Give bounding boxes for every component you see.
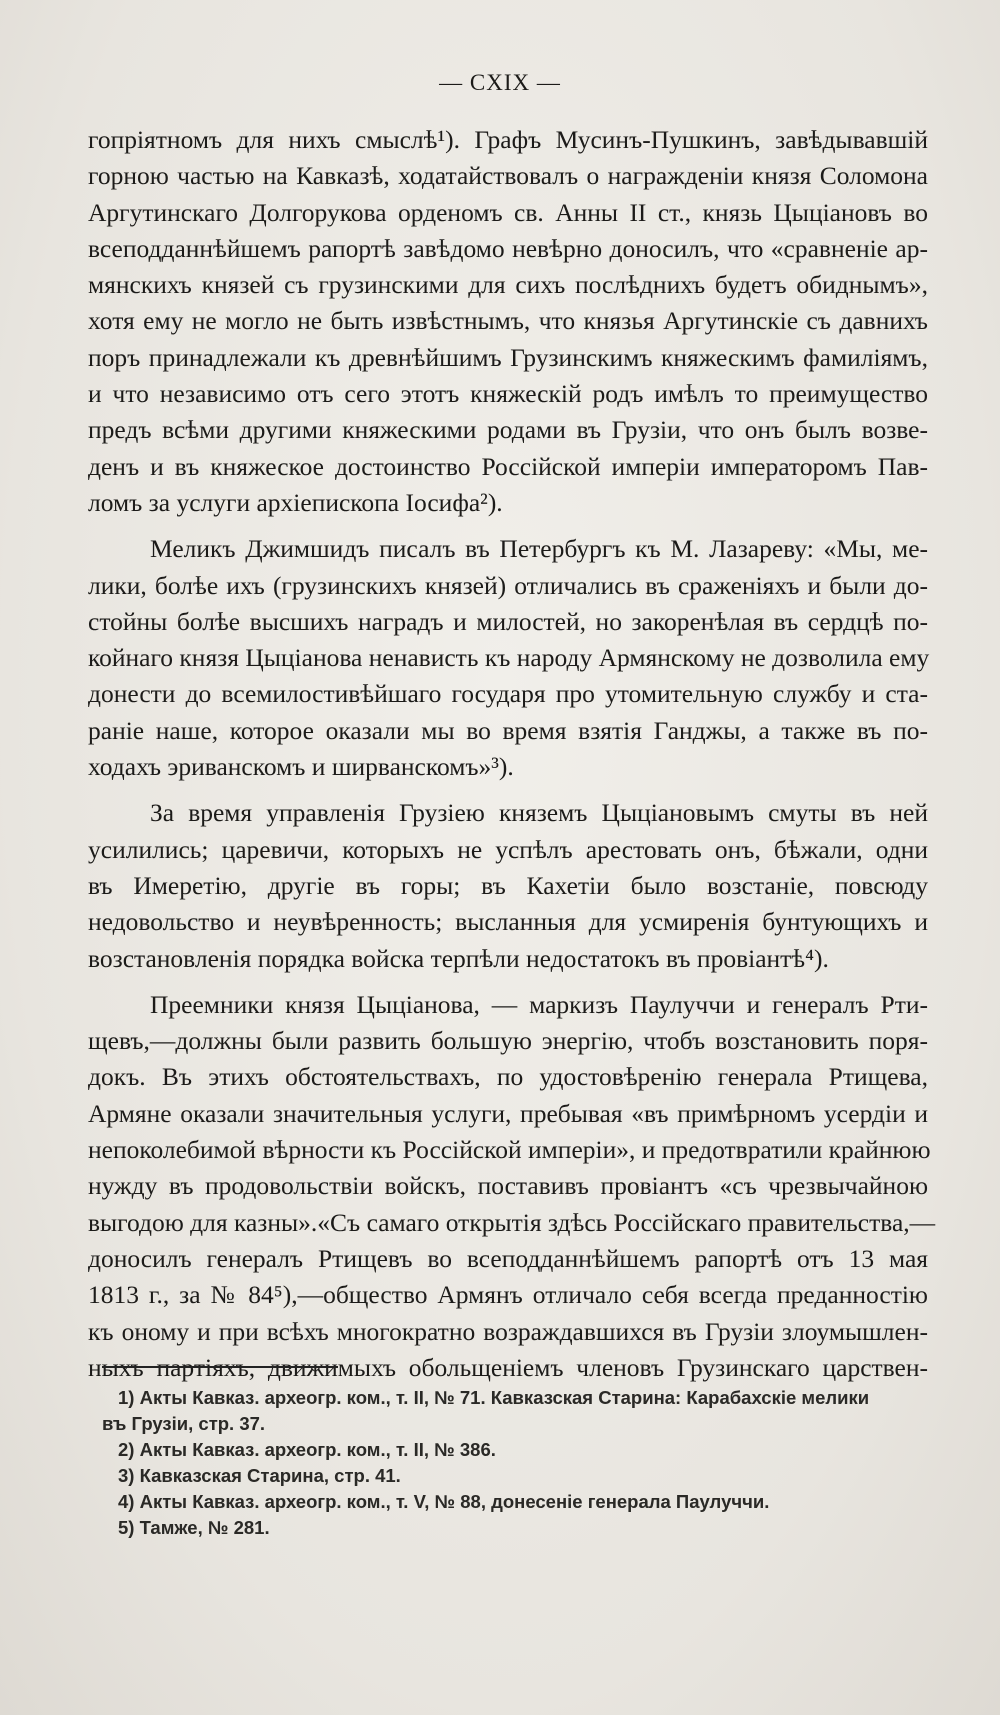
paragraph-gap [88,785,928,795]
footnote-line: 1) Акты Кавказ. археогр. ком., т. II, № 71. Кавказская Старина: Карабахскіе мелики [118,1387,870,1408]
footnotes [102,1385,932,1541]
text-line: предъ всѣми другими княжескими родами въ Грузіи, что онъ былъ возве- [88,415,928,445]
page-number: — CXIX — [439,70,561,95]
footnote-line: 3) Кавказская Старина, стр. 41. [118,1465,401,1486]
footnote-line: 5) Тамже, № 281. [118,1517,270,1538]
text-line: раніе наше, которое оказали мы во время взятія Ганджы, а также въ по- [88,715,928,745]
text-line: и что независимо отъ сего этотъ княжескій родъ имѣлъ то преимущество [88,379,928,409]
text-line: всеподданнѣйшемъ рапортѣ завѣдомо невѣрно доносилъ, что «сравненіе ар- [88,233,928,263]
text-line: ныхъ партіяхъ, движимыхъ обольщеніемъ членовъ Грузинскаго царствен- [88,1352,928,1382]
text-line: ходахъ эриванскомъ и ширванскомъ»³). [88,752,514,782]
text-line: возстановленія порядка войска терпѣли недостатокъ въ провіантѣ⁴). [88,943,829,973]
text-line: За время управленія Грузіею княземъ Цыціановымъ смуты въ ней [150,798,928,828]
text-line: мянскихъ князей съ грузинскими для сихъ послѣднихъ будетъ обиднымъ», [88,270,928,300]
text-line: горною частью на Кавказѣ, ходатайствовалъ о награжденіи князя Соломона [88,161,928,191]
text-line: усилились; царевичи, которыхъ не успѣлъ арестовать онъ, бѣжали, одни [88,834,928,864]
footnote-divider [102,1366,338,1368]
text-line: Аргутинскаго Долгорукова орденомъ св. Анны II ст., князь Цыціановъ во [88,197,928,227]
text-line: донести до всемилостивѣйшаго государя про утомительную службу и ста- [88,679,928,709]
footnote-line: 4) Акты Кавказ. археогр. ком., т. V, № 88, донесеніе генерала Паулуччи. [118,1491,770,1512]
footnote-line: въ Грузіи, стр. 37. [102,1413,266,1434]
text-line: щевъ,—должны были развить большую энергію, чтобъ возстановить поря- [88,1026,928,1056]
text-line: выгодою для казны».«Съ самаго открытія здѣсь Россійскаго правительства,— [88,1207,936,1237]
paragraph-gap [88,521,928,531]
text-line: ломъ за услуги архіепископа Іосифа²). [88,487,503,517]
text-line: лики, болѣе ихъ (грузинскихъ князей) отличались въ сраженіяхъ и были до- [88,570,928,600]
text-line: докъ. Въ этихъ обстоятельствахъ, по удостовѣренію генерала Ртищева, [88,1062,928,1092]
text-line: 1813 г., за № 84⁵),—общество Армянъ отличало себя всегда преданностію [88,1280,928,1310]
text-line: къ оному и при всѣхъ многократно возраждавшихся въ Грузіи злоумышлен- [88,1316,928,1346]
text-line: гопріятномъ для нихъ смыслѣ¹). Графъ Мусинъ-Пушкинъ, завѣдывавшій [88,125,928,154]
text-line: Меликъ Джимшидъ писалъ въ Петербургъ къ М. Лазареву: «Мы, ме- [150,534,928,564]
text-line: непоколебимой вѣрности къ Россійской имперіи», и предотвратили крайнюю [88,1135,931,1165]
footnote-line: 2) Акты Кавказ. археогр. ком., т. II, № 386. [118,1439,496,1460]
text-line: недовольство и неувѣренность; высланныя для усмиренія бунтующихъ и [88,907,928,937]
paragraph-gap [88,977,928,987]
text-line: койнаго князя Цыціанова ненависть къ народу Армянскому не дозволила ему [88,643,930,673]
text-line: стойны болѣе высшихъ наградъ и милостей, но закоренѣлая въ сердцѣ по- [88,606,928,636]
text-line: Армяне оказали значительныя услуги, пребывая «въ примѣрномъ усердіи и [88,1098,928,1128]
text-line: Преемники князя Цыціанова, — маркизъ Паулуччи и генералъ Рти- [150,989,928,1019]
text-line: денъ и въ княжеское достоинство Россійской имперіи императоромъ Пав- [88,451,928,481]
text-line: поръ принадлежали къ древнѣйшимъ Грузинскимъ княжескимъ фамиліямъ, [88,342,928,372]
text-line: въ Имеретію, другіе въ горы; въ Кахетіи было возстаніе, повсюду [88,870,928,900]
text-line: хотя ему не могло не быть извѣстнымъ, что князья Аргутинскіе съ давнихъ [88,306,928,336]
text-line: доносилъ генералъ Ртищевъ во всеподданнѣйшемъ рапортѣ отъ 13 мая [88,1243,928,1273]
text-line: нужду въ продовольствіи войскъ, поставивъ провіантъ «съ чрезвычайною [88,1171,928,1201]
main-text [88,122,936,1386]
